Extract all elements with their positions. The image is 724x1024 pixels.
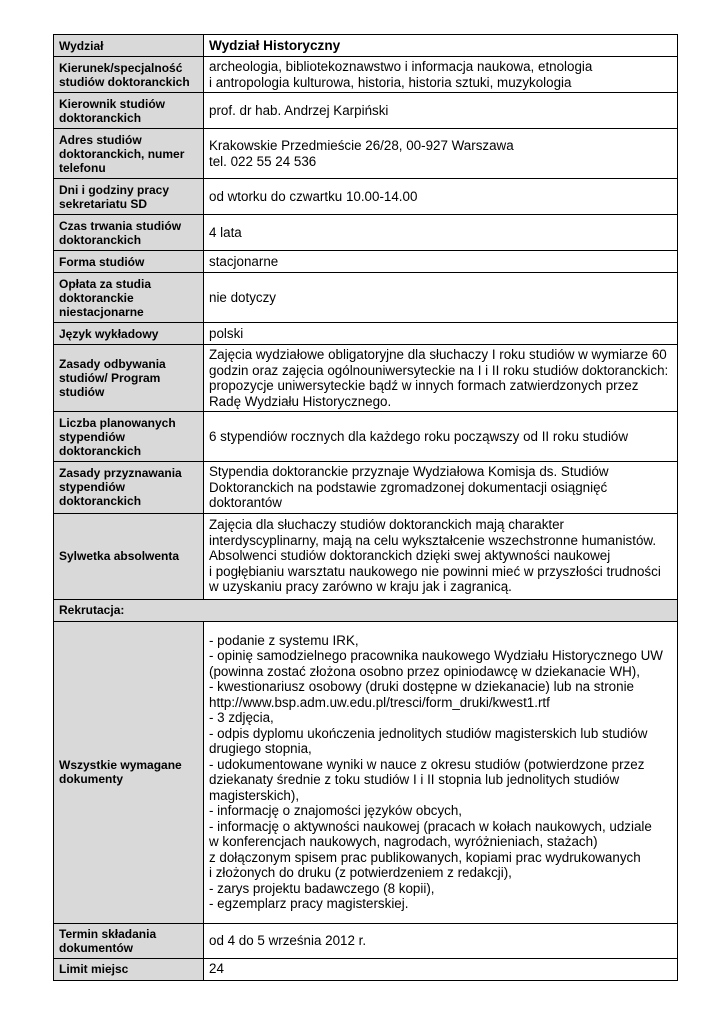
value-line: i antropologia kulturowa, historia, historia sztuki, muzykologia xyxy=(209,74,572,90)
row-label: Sylwetka absolwenta xyxy=(54,513,204,599)
row-value xyxy=(204,215,678,251)
value-line: - informację o aktywności naukowej (pracach w kołach naukowych, udziale xyxy=(209,818,652,834)
value-line: - udokumentowane wyniki w nauce z okresu studiów (potwierdzone przez xyxy=(209,756,645,772)
table-row-adres-studiow-doktoranckich-numer-telefonu xyxy=(54,129,678,179)
row-label: Liczba planowanych stypendiów doktoranckich xyxy=(54,412,204,462)
value-line: http://www.bsp.adm.uw.edu.pl/tresci/form_druki/kwest1.rtf xyxy=(209,694,550,710)
value-line: Zajęcia dla słuchaczy studiów doktoranckich mają charakter xyxy=(209,517,565,533)
row-value xyxy=(204,35,678,57)
value-line: magisterskich), xyxy=(209,787,300,803)
value-line: dziekanaty średnie z toku studiów I i II stopnia lub jednolitych studiów xyxy=(209,772,620,787)
value-line: w konferencjach naukowych, nagrodach, wyróżnieniach, stażach) xyxy=(209,834,598,849)
value-line: prof. dr hab. Andrzej Karpiński xyxy=(209,102,389,118)
value-line: 24 xyxy=(209,961,224,977)
section-row-rekrutacja xyxy=(54,599,678,621)
row-value xyxy=(204,57,678,93)
value-line: propozycje uniwersyteckie bądź w innych formach zatwierdzonych przez xyxy=(209,378,639,393)
value-line: interdyscyplinarny, mają na celu wykształcenie wszechstronne humanistów. xyxy=(209,532,657,548)
row-label: Zasady przyznawania stypendiów doktoranckich xyxy=(54,462,204,514)
table-row-wszystkie-wymagane-dokumenty xyxy=(54,621,678,923)
value-line: Absolwenci studiów doktoranckich dzięki swej aktywności naukowej xyxy=(209,548,611,564)
row-value xyxy=(204,958,678,980)
table-row-wydzial xyxy=(54,35,678,57)
row-value xyxy=(204,412,678,462)
row-value xyxy=(204,129,678,179)
row-value xyxy=(204,345,678,412)
value-line: - informację o znajomości języków obcych, xyxy=(209,803,463,818)
value-line: nie dotyczy xyxy=(209,289,276,305)
value-line: od 4 do 5 września 2012 r. xyxy=(209,932,367,948)
row-value xyxy=(204,462,678,514)
value-line: - podanie z systemu IRK, xyxy=(209,632,359,648)
table-row-termin-skladania-dokumentow xyxy=(54,923,678,958)
row-value xyxy=(204,621,678,923)
row-label: Forma studiów xyxy=(54,251,204,273)
table-row-kierunek-specjalnosc-studiow-doktoranckich xyxy=(54,57,678,93)
row-label: Limit miejsc xyxy=(54,958,204,980)
row-label: Zasady odbywania studiów/ Program studiów xyxy=(54,345,204,412)
value-line: - opinię samodzielnego pracownika naukowego Wydziału Historycznego UW xyxy=(209,648,663,663)
row-label: Czas trwania studiów doktoranckich xyxy=(54,215,204,251)
row-label: Opłata za studia doktoranckie niestacjonarne xyxy=(54,273,204,323)
value-line: Zajęcia wydziałowe obligatoryjne dla słuchaczy I roku studiów w wymiarze 60 xyxy=(209,347,667,362)
row-label: Język wykładowy xyxy=(54,323,204,345)
value-line: 6 stypendiów rocznych dla każdego roku począwszy od II roku studiów xyxy=(209,428,629,444)
value-line: z dołączonym spisem prac publikowanych, kopiami prac wydrukowanych xyxy=(209,849,641,865)
table-row-forma-studiow xyxy=(54,251,678,273)
value-line: w uzyskaniu pracy zarówno w kraju jak i zagranicą. xyxy=(209,579,512,595)
value-line: od wtorku do czwartku 10.00-14.00 xyxy=(209,188,418,204)
value-line: Krakowskie Przedmieście 26/28, 00-927 Warszawa xyxy=(209,138,514,153)
row-label: Termin składania dokumentów xyxy=(54,923,204,958)
row-label: Adres studiów doktoranckich, numer telefonu xyxy=(54,129,204,179)
value-line: - zarys projektu badawczego (8 kopii), xyxy=(209,880,435,896)
table-row-jezyk-wykladowy xyxy=(54,323,678,345)
value-line: stacjonarne xyxy=(209,253,279,269)
value-line: drugiego stopnia, xyxy=(209,741,312,756)
row-value xyxy=(204,323,678,345)
value-line: polski xyxy=(209,325,244,341)
value-line: i pogłębianiu warsztatu naukowego nie powinni mieć w przyszłości trudności xyxy=(209,563,661,579)
value-line: Radę Wydziału Historycznego. xyxy=(209,393,392,409)
value-line: - egzemplarz pracy magisterskiej. xyxy=(209,896,409,911)
value-line: godzin oraz zajęcia ogólnouniwersyteckie na I i II roku studiów doktoranckich: xyxy=(209,362,669,378)
row-value xyxy=(204,273,678,323)
table-row-czas-trwania-studiow-doktoranckich xyxy=(54,215,678,251)
value-line: i złożonych do druku (z potwierdzeniem z redakcji), xyxy=(209,865,512,880)
table-row-zasady-przyznawania-stypendiow-doktoranckich xyxy=(54,462,678,514)
value-line: 4 lata xyxy=(209,224,242,240)
value-line: tel. 022 55 24 536 xyxy=(209,153,317,169)
table-row-kierownik-studiow-doktoranckich xyxy=(54,93,678,129)
row-value xyxy=(204,251,678,273)
table-row-zasady-odbywania-studiow-program-studiow xyxy=(54,345,678,412)
row-label: Kierownik studiów doktoranckich xyxy=(54,93,204,129)
table-row-limit-miejsc xyxy=(54,958,678,980)
row-label: Dni i godziny pracy sekretariatu SD xyxy=(54,179,204,215)
value-line: archeologia, bibliotekoznawstwo i informacja naukowa, etnologia xyxy=(209,59,593,74)
row-value xyxy=(204,93,678,129)
value-line: Wydział Historyczny xyxy=(209,37,341,53)
value-line: Stypendia doktoranckie przyznaje Wydziałowa Komisja ds. Studiów xyxy=(209,464,609,479)
row-label: Wydział xyxy=(54,35,204,57)
table-row-oplata-za-studia-doktoranckie-niestacjonarne xyxy=(54,273,678,323)
value-line: (powinna zostać złożona osobno przez opiniodawcę w dziekanacie WH), xyxy=(209,663,640,679)
row-value xyxy=(204,923,678,958)
table-row-dni-i-godziny-pracy-sekretariatu-sd xyxy=(54,179,678,215)
value-line: - kwestionariusz osobowy (druki dostępne w dziekanacie) lub na stronie xyxy=(209,679,634,694)
row-value xyxy=(204,179,678,215)
value-line: - odpis dyplomu ukończenia jednolitych studiów magisterskich lub studiów xyxy=(209,725,648,741)
row-value xyxy=(204,513,678,599)
value-line: Doktoranckich na podstawie zgromadzonej dokumentacji osiągnięć xyxy=(209,479,608,495)
table-row-sylwetka-absolwenta xyxy=(54,513,678,599)
section-heading: Rekrutacja: xyxy=(54,599,678,621)
row-label: Wszystkie wymagane dokumenty xyxy=(54,621,204,923)
doctoral-studies-table xyxy=(53,34,678,981)
table-row-liczba-planowanych-stypendiow-doktoranckich xyxy=(54,412,678,462)
row-label: Kierunek/specjalność studiów doktoranckich xyxy=(54,57,204,93)
value-line: doktorantów xyxy=(209,495,282,510)
value-line: - 3 zdjęcia, xyxy=(209,710,274,725)
